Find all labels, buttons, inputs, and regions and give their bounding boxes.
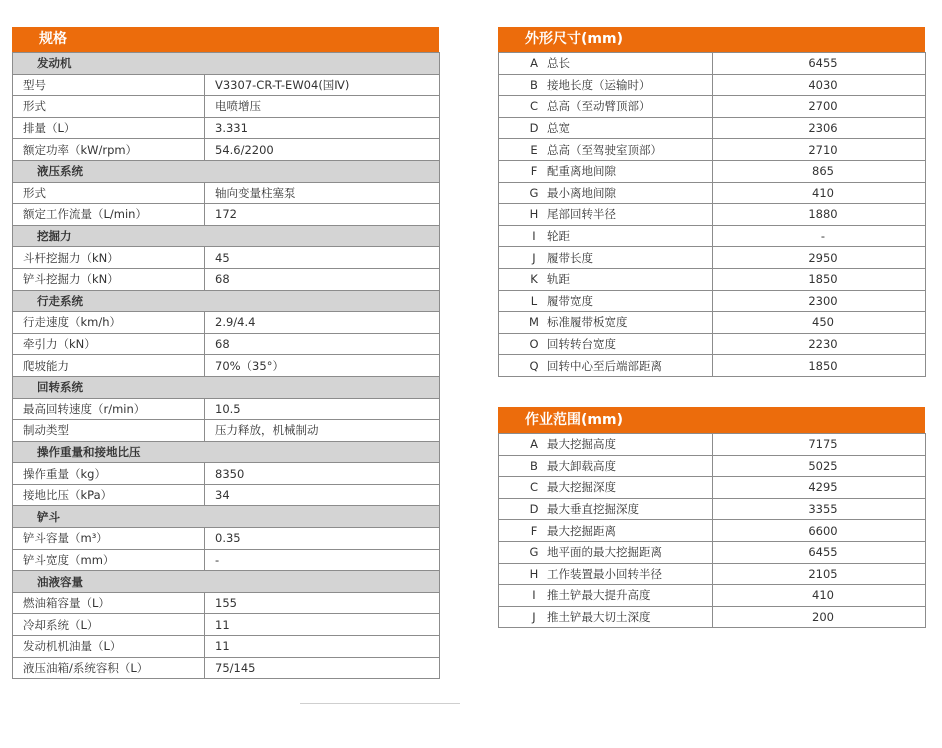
dimension-label: 轮距: [547, 229, 570, 244]
dimension-row: [499, 268, 926, 290]
spec-label: 液压油箱/系统容积（L）: [13, 657, 205, 679]
spec-label: 铲斗容量（m³）: [13, 528, 205, 550]
working-range-label-cell: [499, 477, 713, 499]
spec-row: [13, 96, 440, 118]
spec-value: 电喷增压: [205, 96, 440, 118]
dimension-value: 2300: [713, 290, 926, 312]
spec-value: 45: [205, 247, 440, 269]
dimensions-panel: [498, 27, 925, 377]
spec-section-name: 行走系统: [13, 290, 440, 312]
spec-row: [13, 463, 440, 485]
spec-value: 75/145: [205, 657, 440, 679]
spec-value: 68: [205, 268, 440, 290]
dimension-label-cell: [499, 139, 713, 161]
spec-label: 形式: [13, 182, 205, 204]
dimension-label: 总高（至驾驶室顶部）: [547, 142, 662, 157]
spec-row: [13, 117, 440, 139]
dimension-letter: G: [529, 185, 539, 200]
spec-value: 10.5: [205, 398, 440, 420]
spec-panel: [12, 27, 439, 679]
working-range-row: [499, 477, 926, 499]
working-range-letter: J: [532, 610, 536, 625]
working-range-row: [499, 606, 926, 628]
working-range-row: [499, 434, 926, 456]
dimension-label: 回转转台宽度: [547, 337, 616, 352]
working-range-letter: H: [529, 566, 539, 581]
dimension-label: 总长: [547, 56, 570, 71]
working-range-row: [499, 520, 926, 542]
spec-value: -: [205, 549, 440, 571]
working-range-letter: D: [529, 502, 539, 517]
dimension-label-cell: [499, 355, 713, 377]
working-range-label-cell: [499, 541, 713, 563]
spec-label: 发动机机油量（L）: [13, 636, 205, 658]
footer-divider: [300, 703, 460, 704]
dimensions-title: 外形尺寸(mm): [498, 27, 925, 52]
dimension-letter: O: [529, 337, 539, 352]
spec-section-row: [13, 441, 440, 463]
dimension-value: 450: [713, 312, 926, 334]
spec-row: [13, 614, 440, 636]
spec-label: 最高回转速度（r/min）: [13, 398, 205, 420]
spec-section-row: [13, 53, 440, 75]
spec-row: [13, 636, 440, 658]
spec-value: V3307-CR-T-EW04(国Ⅳ): [205, 74, 440, 96]
dimension-letter: M: [529, 315, 539, 330]
spec-title: 规格: [12, 27, 439, 52]
dimension-letter: C: [529, 99, 539, 114]
working-range-label: 最大垂直挖掘深度: [547, 502, 639, 517]
spec-label: 排量（L）: [13, 117, 205, 139]
working-range-label-cell: [499, 434, 713, 456]
working-range-row: [499, 585, 926, 607]
spec-section-row: [13, 290, 440, 312]
dimension-row: [499, 96, 926, 118]
spec-label: 铲斗宽度（mm）: [13, 549, 205, 571]
dimension-label: 履带宽度: [547, 293, 593, 308]
working-range-row: [499, 498, 926, 520]
dimension-letter: A: [530, 56, 538, 71]
spec-value: 0.35: [205, 528, 440, 550]
working-range-label: 推土铲最大提升高度: [547, 588, 651, 603]
working-range-label: 工作装置最小回转半径: [547, 566, 662, 581]
spec-row: [13, 528, 440, 550]
spec-row: [13, 592, 440, 614]
dimension-row: [499, 74, 926, 96]
dimension-value: 2230: [713, 333, 926, 355]
spec-label: 操作重量（kg）: [13, 463, 205, 485]
dimension-label-cell: [499, 225, 713, 247]
spec-label: 牵引力（kN）: [13, 333, 205, 355]
dimension-value: 4030: [713, 74, 926, 96]
spec-section-row: [13, 225, 440, 247]
spec-value: 34: [205, 484, 440, 506]
spec-section-name: 液压系统: [13, 160, 440, 182]
dimension-label: 履带长度: [547, 250, 593, 265]
spec-row: [13, 398, 440, 420]
dimension-value: 1850: [713, 355, 926, 377]
spec-label: 型号: [13, 74, 205, 96]
dimension-letter: F: [530, 164, 538, 179]
spec-value: 172: [205, 204, 440, 226]
dimension-label-cell: [499, 74, 713, 96]
dimension-letter: B: [530, 77, 538, 92]
spec-label: 燃油箱容量（L）: [13, 592, 205, 614]
dimension-letter: E: [530, 142, 538, 157]
spec-label: 形式: [13, 96, 205, 118]
dimension-label: 总高（至动臂顶部）: [547, 99, 651, 114]
dimension-row: [499, 247, 926, 269]
spec-row: [13, 247, 440, 269]
working-range-label-cell: [499, 563, 713, 585]
dimension-label: 标准履带板宽度: [547, 315, 628, 330]
dimension-value: 6455: [713, 53, 926, 75]
dimension-label-cell: [499, 268, 713, 290]
spec-label: 冷却系统（L）: [13, 614, 205, 636]
dimension-row: [499, 355, 926, 377]
spec-row: [13, 657, 440, 679]
dimension-value: 2950: [713, 247, 926, 269]
spec-row: [13, 312, 440, 334]
spec-section-name: 油液容量: [13, 571, 440, 593]
dimension-letter: Q: [529, 358, 539, 373]
dimension-letter: H: [529, 207, 539, 222]
dimension-value: 865: [713, 160, 926, 182]
dimension-label: 尾部回转半径: [547, 207, 616, 222]
working-range-label-cell: [499, 455, 713, 477]
dimension-label-cell: [499, 96, 713, 118]
dimension-label: 总宽: [547, 121, 570, 136]
dimension-label: 轨距: [547, 272, 570, 287]
dimension-label-cell: [499, 160, 713, 182]
spec-section-row: [13, 376, 440, 398]
spec-section-name: 挖掘力: [13, 225, 440, 247]
working-range-value: 5025: [713, 455, 926, 477]
working-range-value: 410: [713, 585, 926, 607]
spec-section-name: 铲斗: [13, 506, 440, 528]
spec-label: 额定功率（kW/rpm）: [13, 139, 205, 161]
dimension-label-cell: [499, 312, 713, 334]
spec-value: 70%（35°）: [205, 355, 440, 377]
spec-value: 68: [205, 333, 440, 355]
dimension-value: -: [713, 225, 926, 247]
dimension-label: 配重离地间隙: [547, 164, 616, 179]
working-range-label: 最大挖掘深度: [547, 480, 616, 495]
spec-row: [13, 549, 440, 571]
spec-value: 155: [205, 592, 440, 614]
spec-label: 接地比压（kPa）: [13, 484, 205, 506]
spec-section-row: [13, 160, 440, 182]
spec-row: [13, 484, 440, 506]
dimension-value: 410: [713, 182, 926, 204]
spec-row: [13, 139, 440, 161]
spec-label: 制动类型: [13, 420, 205, 442]
working-range-panel: [498, 407, 925, 628]
working-range-letter: C: [529, 480, 539, 495]
dimension-row: [499, 160, 926, 182]
dimension-row: [499, 333, 926, 355]
working-range-title: 作业范围(mm): [498, 407, 925, 433]
working-range-letter: F: [530, 523, 538, 538]
working-range-label-cell: [499, 498, 713, 520]
working-range-table: [498, 433, 926, 628]
spec-label: 额定工作流量（L/min）: [13, 204, 205, 226]
dimension-letter: D: [529, 121, 539, 136]
dimension-row: [499, 182, 926, 204]
working-range-label: 地平面的最大挖掘距离: [547, 545, 662, 560]
spec-section-name: 回转系统: [13, 376, 440, 398]
spec-value: 11: [205, 614, 440, 636]
dimension-value: 2306: [713, 117, 926, 139]
spec-row: [13, 268, 440, 290]
spec-section-row: [13, 571, 440, 593]
working-range-label-cell: [499, 606, 713, 628]
working-range-label-cell: [499, 520, 713, 542]
spec-label: 爬坡能力: [13, 355, 205, 377]
dimension-row: [499, 225, 926, 247]
dimension-label-cell: [499, 333, 713, 355]
spec-row: [13, 182, 440, 204]
spec-table: [12, 52, 440, 679]
dimension-row: [499, 53, 926, 75]
spec-label: 斗杆挖掘力（kN）: [13, 247, 205, 269]
dimension-label-cell: [499, 247, 713, 269]
spec-row: [13, 420, 440, 442]
spec-value: 54.6/2200: [205, 139, 440, 161]
dimension-letter: J: [532, 250, 536, 265]
working-range-value: 4295: [713, 477, 926, 499]
working-range-value: 7175: [713, 434, 926, 456]
dimension-row: [499, 204, 926, 226]
spec-value: 8350: [205, 463, 440, 485]
working-range-row: [499, 541, 926, 563]
working-range-label: 最大挖掘距离: [547, 523, 616, 538]
working-range-value: 3355: [713, 498, 926, 520]
working-range-value: 2105: [713, 563, 926, 585]
dimension-letter: L: [530, 293, 538, 308]
dimension-label-cell: [499, 204, 713, 226]
working-range-letter: G: [529, 545, 539, 560]
spec-value: 压力释放，机械制动: [205, 420, 440, 442]
spec-row: [13, 204, 440, 226]
working-range-row: [499, 563, 926, 585]
dimension-row: [499, 139, 926, 161]
dimension-letter: K: [530, 272, 538, 287]
dimension-value: 2710: [713, 139, 926, 161]
dimension-row: [499, 312, 926, 334]
dimension-label-cell: [499, 182, 713, 204]
spec-section-name: 发动机: [13, 53, 440, 75]
working-range-label: 推土铲最大切土深度: [547, 610, 651, 625]
working-range-letter: A: [530, 437, 538, 452]
spec-value: 3.331: [205, 117, 440, 139]
spec-value: 轴向变量柱塞泵: [205, 182, 440, 204]
spec-value: 2.9/4.4: [205, 312, 440, 334]
spec-row: [13, 333, 440, 355]
dimension-label: 回转中心至后端部距离: [547, 358, 662, 373]
spec-section-name: 操作重量和接地比压: [13, 441, 440, 463]
dimension-label-cell: [499, 53, 713, 75]
dimension-label: 最小离地间隙: [547, 185, 616, 200]
working-range-row: [499, 455, 926, 477]
spec-section-row: [13, 506, 440, 528]
dimension-value: 2700: [713, 96, 926, 118]
working-range-letter: B: [530, 458, 538, 473]
dimension-label-cell: [499, 117, 713, 139]
dimension-value: 1850: [713, 268, 926, 290]
dimension-row: [499, 117, 926, 139]
working-range-label: 最大卸载高度: [547, 458, 616, 473]
spec-value: 11: [205, 636, 440, 658]
working-range-value: 6455: [713, 541, 926, 563]
dimension-value: 1880: [713, 204, 926, 226]
dimension-letter: I: [532, 229, 536, 244]
spec-row: [13, 74, 440, 96]
working-range-value: 6600: [713, 520, 926, 542]
dimension-label: 接地长度（运输时）: [547, 77, 651, 92]
working-range-label-cell: [499, 585, 713, 607]
dimensions-table: [498, 52, 926, 377]
spec-row: [13, 355, 440, 377]
working-range-label: 最大挖掘高度: [547, 437, 616, 452]
spec-label: 行走速度（km/h）: [13, 312, 205, 334]
dimension-label-cell: [499, 290, 713, 312]
working-range-letter: I: [532, 588, 536, 603]
spec-label: 铲斗挖掘力（kN）: [13, 268, 205, 290]
dimension-row: [499, 290, 926, 312]
working-range-value: 200: [713, 606, 926, 628]
